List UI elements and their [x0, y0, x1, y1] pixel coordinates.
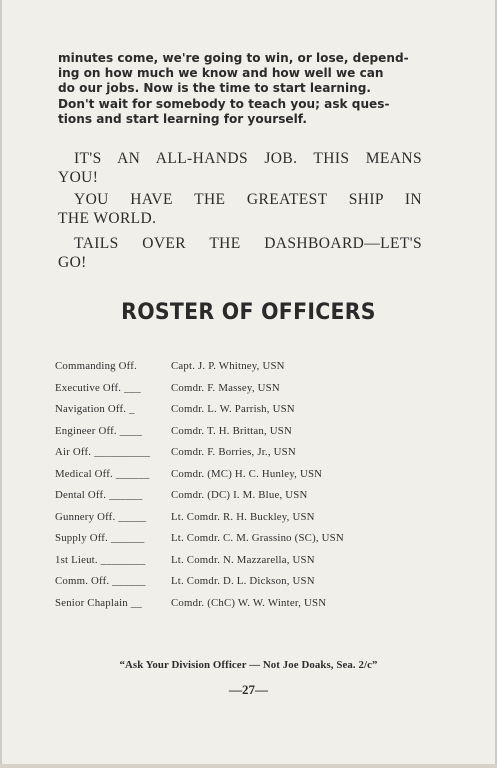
page-bottom-shadow: [0, 764, 497, 768]
roster-officer: Comdr. (DC) I. M. Blue, USN: [171, 489, 308, 501]
roster-position: Air Off. __________: [55, 446, 151, 458]
slogan-line: YOU HAVE THE GREATEST SHIP IN: [74, 191, 422, 208]
roster-position: Senior Chaplain __: [55, 596, 142, 609]
roster-row: [55, 356, 435, 378]
roster-position: Executive Off. ___: [55, 381, 141, 394]
roster-position: Dental Off. ______: [55, 489, 143, 501]
roster-officer: Comdr. F. Borries, Jr., USN: [171, 446, 296, 458]
roster-position: Comm. Off. ______: [55, 575, 146, 587]
slogan-line: IT'S AN ALL-HANDS JOB. THIS MEANS: [74, 150, 422, 167]
slogan-tails-over: [58, 234, 422, 272]
roster-row: [55, 378, 435, 400]
intro-line: ing on how much we know and how well we can: [58, 66, 384, 81]
page-number: —27—: [229, 682, 268, 697]
roster-row: [55, 399, 435, 421]
intro-paragraph: [58, 51, 422, 127]
roster-officer: Lt. Comdr. D. L. Dickson, USN: [171, 575, 315, 587]
slogan-line: YOU!: [58, 169, 99, 186]
slogan-line: THE WORLD.: [58, 210, 157, 227]
slogan-line: GO!: [58, 254, 87, 271]
roster-officer: Lt. Comdr. C. M. Grassino (SC), USN: [171, 532, 344, 544]
roster-officer: Comdr. L. W. Parrish, USN: [171, 403, 295, 415]
roster-officer: Capt. J. P. Whitney, USN: [171, 360, 285, 372]
roster-row: [55, 421, 435, 443]
roster-row: [55, 442, 435, 464]
roster-row: [55, 593, 435, 615]
roster-officer: Comdr. T. H. Brittan, USN: [171, 424, 292, 437]
intro-line: tions and start learning for yourself.: [58, 111, 307, 126]
roster-row: [55, 550, 435, 572]
intro-line: minutes come, we're going to win, or lose, depend-: [58, 51, 409, 65]
roster-row: [55, 464, 435, 486]
roster-row: [55, 485, 435, 507]
roster-position: 1st Lieut. ________: [55, 553, 146, 566]
slogan-line: TAILS OVER THE DASHBOARD—LET'S: [74, 235, 422, 252]
roster-position: Medical Off. ______: [55, 467, 150, 480]
roster-row: [55, 571, 435, 593]
roster-position: Gunnery Off. _____: [55, 510, 147, 523]
roster-position: Commanding Off.: [55, 360, 137, 372]
roster-position: Engineer Off. ____: [55, 424, 143, 437]
roster-officer: Comdr. F. Massey, USN: [171, 381, 280, 394]
page-left-edge: [0, 0, 2, 768]
footer-quote: “Ask Your Division Officer — Not Joe Doaks, Sea. 2/c”: [119, 659, 378, 671]
roster-position: Navigation Off. _: [55, 403, 135, 415]
roster-position: Supply Off. ______: [55, 532, 145, 544]
slogan-all-hands: [58, 149, 422, 187]
intro-line: Don't wait for somebody to teach you; ask ques-: [58, 96, 390, 111]
slogan-greatest-ship: [58, 190, 422, 228]
roster-officer: Lt. Comdr. R. H. Buckley, USN: [171, 510, 315, 523]
roster-row: [55, 528, 435, 550]
roster-officer: Comdr. (ChC) W. W. Winter, USN: [171, 596, 327, 609]
roster-officer: Comdr. (MC) H. C. Hunley, USN: [171, 467, 323, 480]
intro-line: do our jobs. Now is the time to start learning.: [58, 81, 371, 96]
roster-row: [55, 507, 435, 529]
roster-list: [55, 356, 435, 614]
roster-title: ROSTER OF OFFICERS: [121, 300, 376, 325]
roster-officer: Lt. Comdr. N. Mazzarella, USN: [171, 553, 315, 566]
